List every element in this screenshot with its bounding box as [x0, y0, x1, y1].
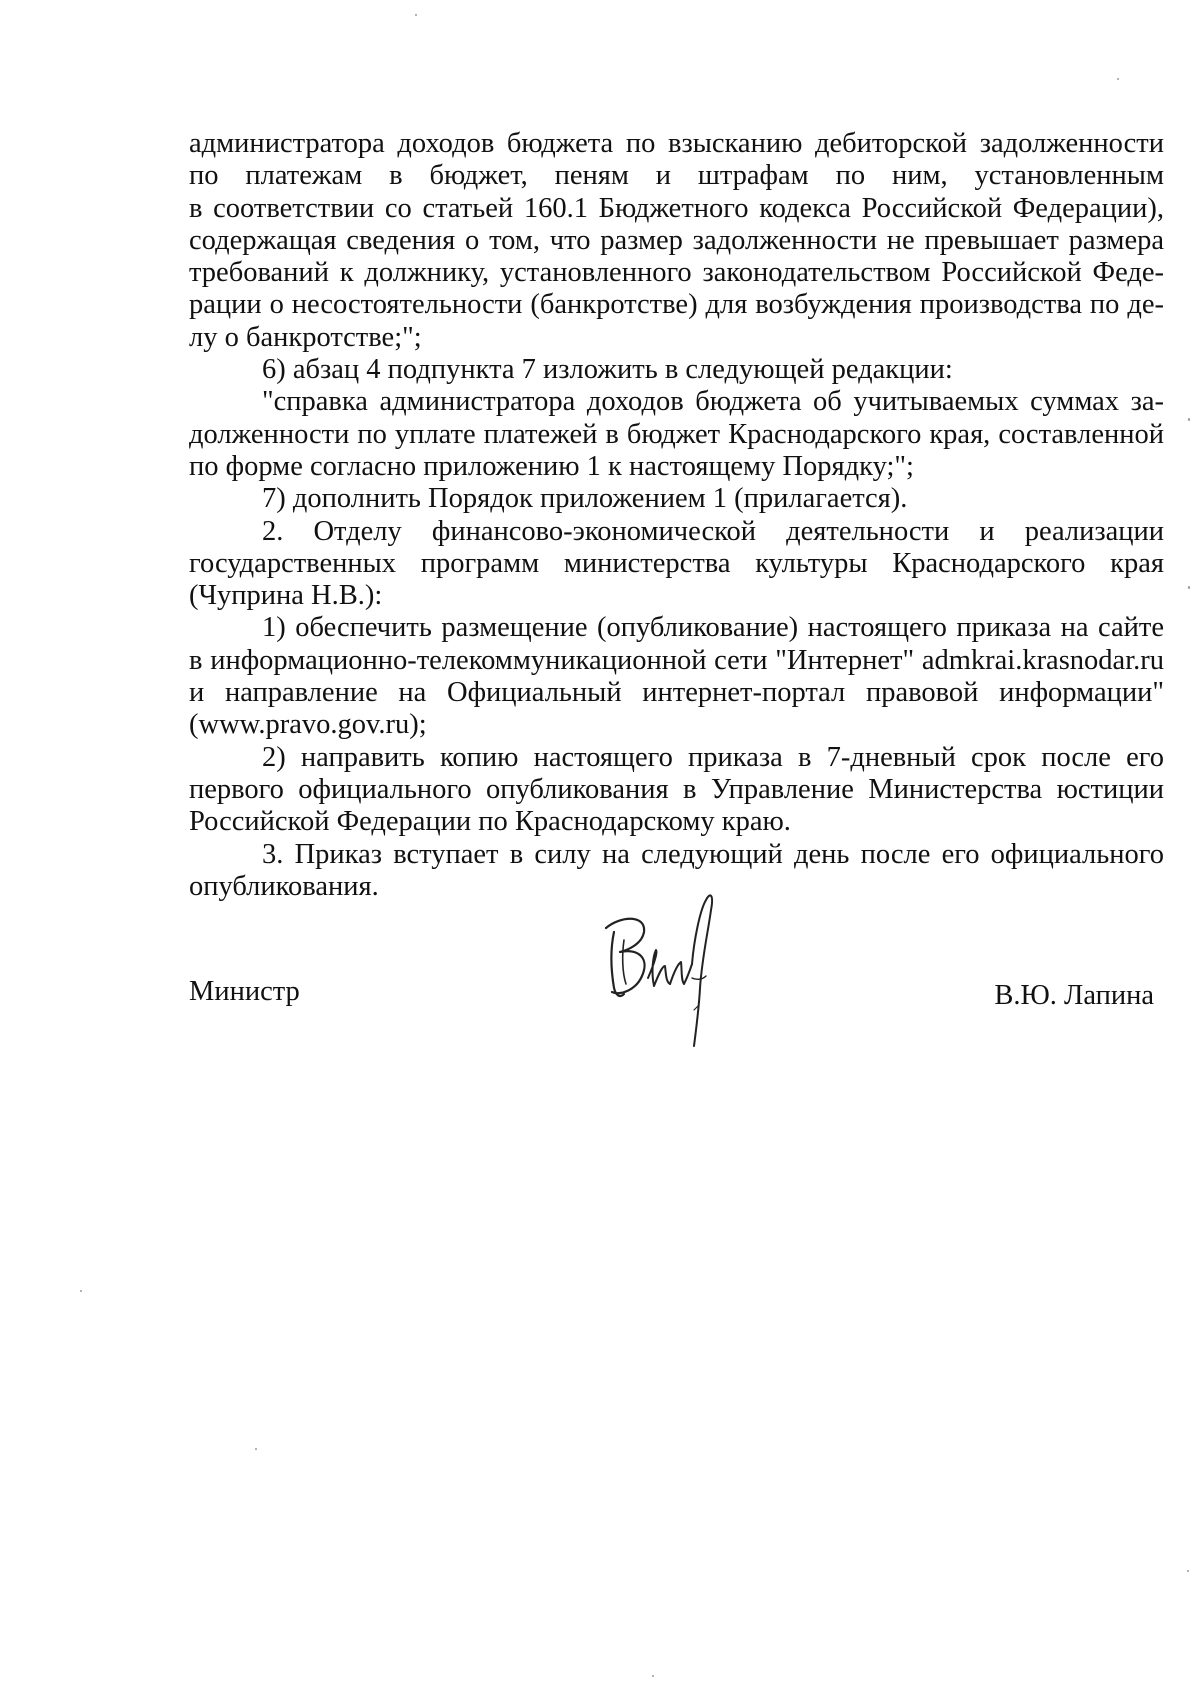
body-line: 3. Приказ вступает в силу на следующий день после его официального	[262, 838, 1164, 870]
body-line: (www.pravo.gov.ru);	[189, 709, 427, 741]
scan-speck	[1188, 418, 1190, 421]
scan-speck	[80, 1290, 82, 1292]
signatory-name: В.Ю. Лапина	[994, 980, 1154, 1011]
signatory-title: Министр	[189, 976, 300, 1007]
body-line: (Чуприна Н.В.):	[189, 580, 383, 612]
body-line: и направление на Официальный интернет-портал правовой информации"	[189, 677, 1164, 709]
body-line: опубликования.	[189, 870, 379, 902]
body-line: 2) направить копию настоящего приказа в 7-дневный срок после его	[262, 741, 1164, 773]
body-line: по платежам в бюджет, пеням и штрафам по ним, установленным	[189, 160, 1164, 192]
body-line: в информационно-телекоммуникационной сети "Интернет" admkrai.krasnodar.ru	[189, 644, 1164, 676]
scan-speck	[1187, 1570, 1189, 1572]
scan-speck	[255, 1448, 257, 1450]
body-line: долженности по уплате платежей в бюджет Краснодарского края, составленной	[189, 418, 1164, 450]
body-line: 7) дополнить Порядок приложением 1 (прилагается).	[262, 483, 908, 515]
scan-speck	[1117, 78, 1119, 80]
body-line: содержащая сведения о том, что размер задолженности не превышает размера	[189, 224, 1164, 256]
body-line: государственных программ министерства культуры Краснодарского края	[189, 547, 1164, 579]
body-line: 2. Отделу финансово-экономической деятельности и реализации	[262, 515, 1164, 547]
body-line: по форме согласно приложению 1 к настоящему Порядку;";	[189, 450, 914, 482]
scan-speck	[415, 14, 417, 16]
body-line: "справка администратора доходов бюджета об учитываемых суммах за-	[262, 386, 1164, 418]
document-body	[189, 128, 1164, 903]
handwritten-signature-icon	[598, 880, 728, 1050]
body-line: 1) обеспечить размещение (опубликование) настоящего приказа на сайте	[262, 612, 1164, 644]
body-line: первого официального опубликования в Управление Министерства юстиции	[189, 773, 1164, 805]
body-line: лу о банкротстве;";	[189, 321, 422, 353]
scan-speck	[1188, 586, 1190, 589]
scan-speck	[652, 1675, 654, 1677]
body-line: 6) абзац 4 подпункта 7 изложить в следующей редакции:	[262, 354, 953, 386]
body-line: в соответствии со статьей 160.1 Бюджетного кодекса Российской Федерации),	[189, 192, 1164, 224]
body-line: требований к должнику, установленного законодательством Российской Феде-	[189, 257, 1164, 289]
body-line: рации о несостоятельности (банкротстве) для возбуждения производства по де-	[189, 289, 1164, 321]
body-line: Российской Федерации по Краснодарскому краю.	[189, 806, 791, 838]
body-line: администратора доходов бюджета по взысканию дебиторской задолженности	[189, 128, 1164, 159]
